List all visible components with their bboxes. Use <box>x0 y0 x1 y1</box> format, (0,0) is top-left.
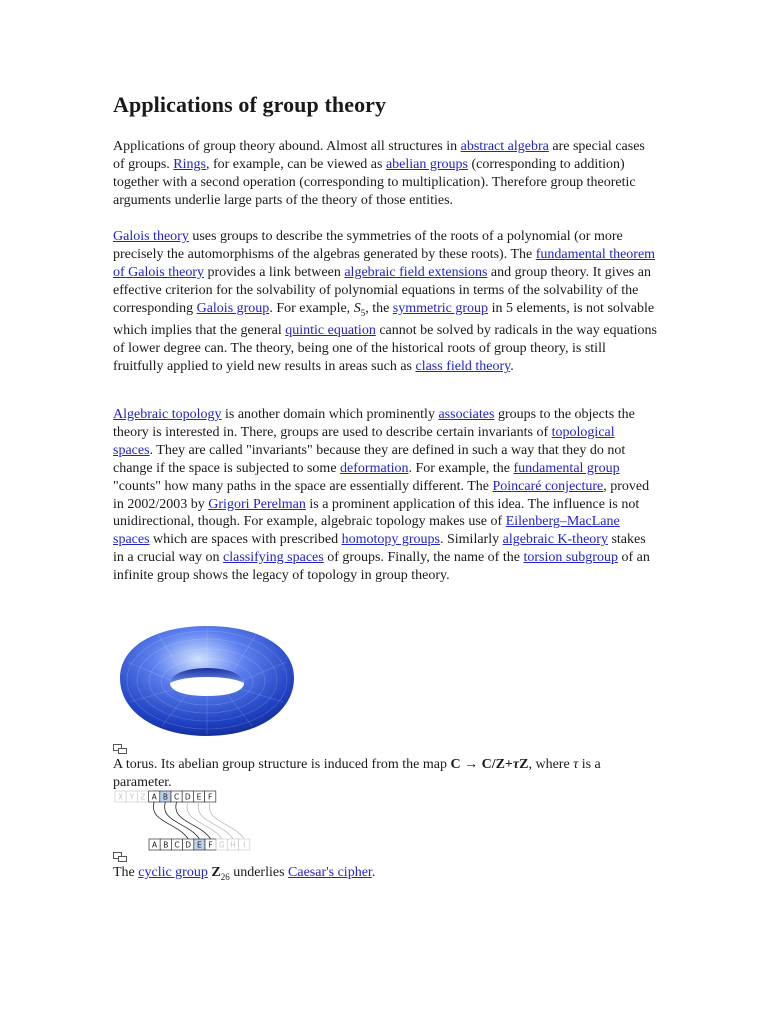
cipher-letter: Y <box>129 792 135 802</box>
cipher-letter: F <box>208 840 213 850</box>
cipher-letter: E <box>196 792 202 802</box>
text: The <box>113 865 139 880</box>
cipher-letter-cell <box>194 839 205 850</box>
link-caesar-cipher[interactable]: Caesar's cipher <box>288 865 372 880</box>
link-homotopy-groups[interactable]: homotopy groups <box>341 532 440 548</box>
text: A torus. Its abelian group structure is induced from the map <box>113 757 451 772</box>
link-class-field-theory[interactable]: class field theory <box>415 359 511 375</box>
text: . For example, the <box>408 460 514 476</box>
torus-image <box>118 622 296 740</box>
cipher-arrow <box>165 802 200 839</box>
cipher-letter-cell <box>171 791 182 802</box>
link-deformation[interactable]: deformation <box>340 460 409 476</box>
text: uses groups to describe the symmetries of the roots of a polynomial (or more precisely the automorphisms of the algebras generated by these roots). The <box>113 229 623 262</box>
text: is another domain which prominently <box>221 407 439 422</box>
cipher-letter-cell <box>193 791 204 802</box>
link-eilenberg-maclane[interactable]: Eilenberg–MacLane spaces <box>113 514 620 548</box>
link-field-extensions[interactable]: algebraic field extensions <box>344 264 488 280</box>
cipher-letter-cell <box>239 839 250 850</box>
link-poincare-conjecture[interactable]: Poincaré conjecture <box>492 478 604 494</box>
link-classifying-spaces[interactable]: classifying spaces <box>223 550 324 566</box>
link-fundamental-theorem[interactable]: fundamental theorem of Galois theory <box>113 246 656 280</box>
link-cyclic-group[interactable]: cyclic group <box>138 865 208 880</box>
paragraph-intro <box>113 138 658 210</box>
cipher-letter-cell <box>115 791 126 802</box>
expand-icon[interactable] <box>113 744 127 754</box>
cipher-letter: E <box>197 840 202 850</box>
expand-icon[interactable] <box>113 852 127 862</box>
text: is a parameter. <box>113 757 601 790</box>
paragraph-topology <box>113 406 658 585</box>
cipher-letter-cell <box>205 791 216 802</box>
text: (corresponding to addition) together with a second operation (corresponding to multiplication). Therefore group theoretic arguments underlie large parts of the theory of those entities. <box>113 156 636 208</box>
cipher-letter: A <box>151 792 157 802</box>
cipher-letter: F <box>208 792 213 802</box>
text: . Similarly <box>439 532 503 548</box>
link-grigori-perelman[interactable]: Grigori Perelman <box>208 496 306 512</box>
cipher-letter-cell <box>137 791 148 802</box>
text: Applications of group theory abound. Almost all structures in <box>113 139 461 154</box>
cipher-letter-cell <box>126 791 137 802</box>
math-tau: τ <box>573 757 579 772</box>
cipher-letter-cell <box>160 791 171 802</box>
text: . <box>510 359 514 375</box>
text: in 5 elements, is not solvable which implies that the general <box>113 300 655 339</box>
text: which are spaces with prescribed <box>149 532 342 548</box>
math-tau: τ <box>512 757 520 772</box>
cipher-letter: I <box>243 840 246 850</box>
cipher-letter-cell <box>227 839 238 850</box>
link-quintic-equation[interactable]: quintic equation <box>285 323 376 339</box>
symbol-s: S <box>353 300 361 316</box>
link-associates[interactable]: associates <box>438 407 495 422</box>
cipher-arrow <box>187 802 222 839</box>
cipher-arrow <box>198 802 233 839</box>
text: , for example, can be viewed as <box>205 156 386 172</box>
text: . <box>371 865 376 880</box>
cipher-letter: G <box>218 840 225 850</box>
link-abelian-groups[interactable]: abelian groups <box>385 156 468 172</box>
text: and group theory. It gives an effective criterion for the solvability of polynomial equations in terms of the solvability of the corresponding <box>113 264 651 316</box>
cipher-letter-cell <box>216 839 227 850</box>
cipher-letter: Z <box>140 792 146 802</box>
text: . They are called "invariants" because they are defined in such a way that they do not change if the space is subjected to some <box>113 442 626 476</box>
math-subscript: 26 <box>220 871 230 882</box>
text: . For example, <box>269 300 354 316</box>
cipher-bottom-row <box>149 839 250 850</box>
text: are special cases of groups. <box>113 139 645 172</box>
math-map: C → C/Z+ <box>450 757 513 772</box>
text: is a prominent application of this idea. The influence is not unidirectional, though. For example, algebraic topology makes use of <box>113 496 640 530</box>
cipher-letter-cell <box>183 839 194 850</box>
link-algebraic-k-theory[interactable]: algebraic K-theory <box>502 532 608 548</box>
paragraph-galois <box>113 228 658 376</box>
link-symmetric-group[interactable]: symmetric group <box>392 300 489 316</box>
symbol-s-subscript: 5 <box>360 307 366 318</box>
cipher-letter-cell <box>149 791 160 802</box>
text: provides a link between <box>203 264 345 280</box>
math-z: Z <box>207 865 221 880</box>
cipher-letter: X <box>118 792 124 802</box>
cipher-top-row <box>115 791 216 802</box>
cipher-arrow <box>209 802 244 839</box>
link-galois-theory[interactable]: Galois theory <box>113 229 189 244</box>
caesar-cipher-diagram <box>113 789 258 854</box>
text: underlies <box>229 865 289 880</box>
text: , where <box>528 757 574 772</box>
cipher-letter-cell <box>149 839 160 850</box>
link-topological-spaces[interactable]: topological spaces <box>113 424 615 458</box>
article-title: Applications of group theory <box>113 92 387 117</box>
link-algebraic-topology[interactable]: Algebraic topology <box>113 407 222 422</box>
text: of groups. Finally, the name of the <box>323 550 524 566</box>
cipher-letter: B <box>163 840 169 850</box>
cipher-letter-cell <box>171 839 182 850</box>
text: of an infinite group shows the legacy of topology in group theory. <box>113 550 650 584</box>
text: stakes in a crucial way on <box>113 532 646 566</box>
link-fundamental-group[interactable]: fundamental group <box>513 460 620 476</box>
cipher-arrows <box>153 802 244 839</box>
text: "counts" how many paths in the space are essentially different. The <box>113 478 493 494</box>
link-torsion-subgroup[interactable]: torsion subgroup <box>523 550 618 566</box>
cipher-letter: D <box>185 840 192 850</box>
text: groups to the objects the theory is interested in. There, groups are used to describe certain invariants of <box>113 407 635 440</box>
cipher-letter-cell <box>160 839 171 850</box>
link-galois-group[interactable]: Galois group <box>196 300 270 316</box>
cipher-letter: H <box>230 840 236 850</box>
cipher-letter: B <box>162 792 168 802</box>
math-z: Z <box>519 757 529 772</box>
caption-cyclic-group <box>113 864 653 887</box>
link-abstract-algebra[interactable]: abstract algebra <box>460 139 549 154</box>
cipher-arrow <box>176 802 211 839</box>
cipher-arrow <box>153 802 188 839</box>
text: , proved in 2002/2003 by <box>113 478 650 512</box>
cipher-letter-cell <box>205 839 216 850</box>
cipher-letter-cell <box>182 791 193 802</box>
cipher-letter: C <box>174 840 180 850</box>
cipher-letter: A <box>152 840 158 850</box>
text: cannot be solved by radicals in the way equations of lower degree can. The theory, being one of the historical roots of group theory, is still fruitfully applied to yield new results in areas such as <box>113 323 657 375</box>
text: , the <box>365 300 393 316</box>
cipher-letter: D <box>184 792 191 802</box>
caption-torus <box>113 756 653 792</box>
cipher-letter: C <box>173 792 180 802</box>
link-rings[interactable]: Rings <box>173 156 206 172</box>
